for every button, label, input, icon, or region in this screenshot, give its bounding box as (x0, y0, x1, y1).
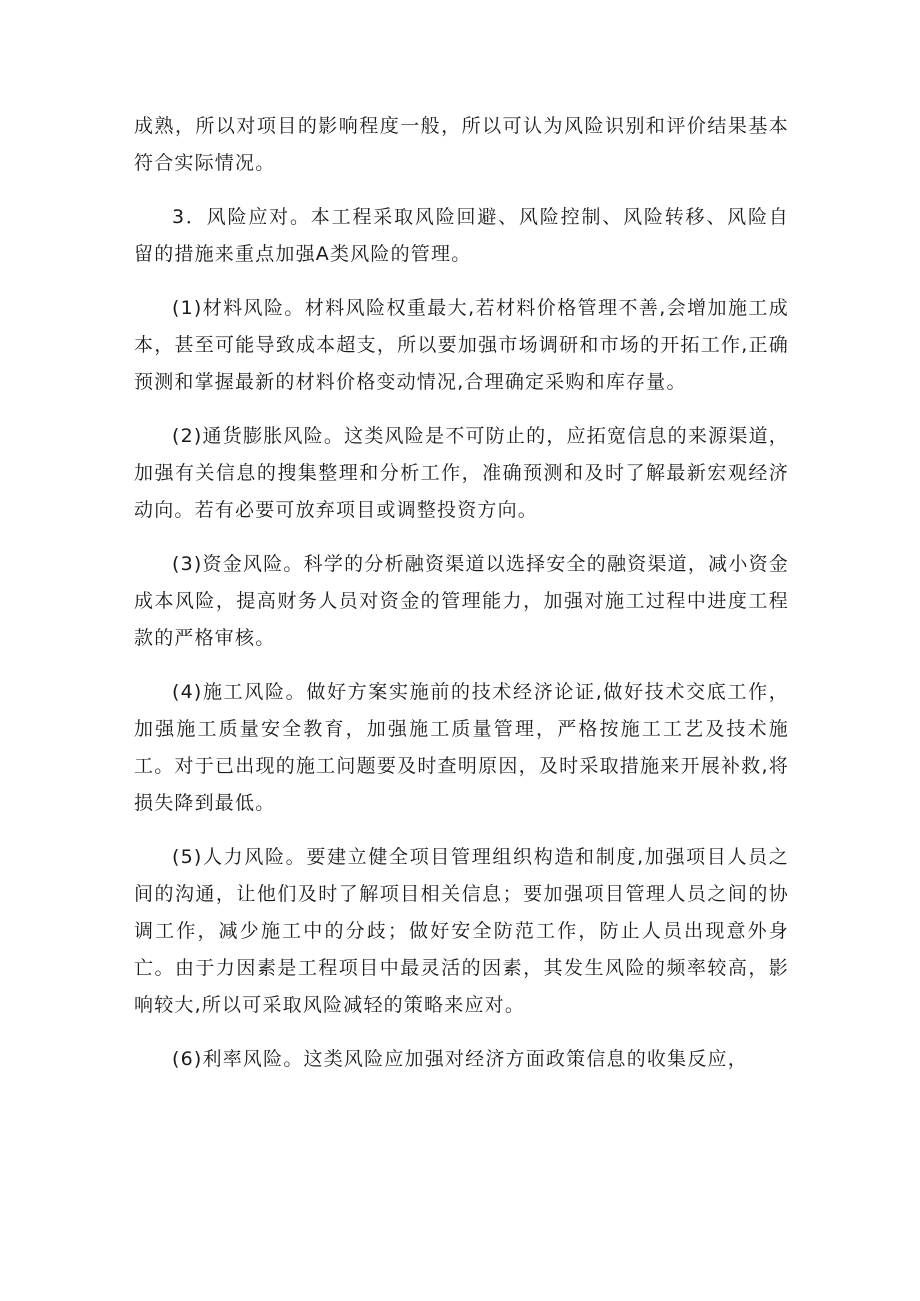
paragraph-manpower-risk: (5)人力风险。要建立健全项目管理组织构造和制度,加强项目人员之间的沟通，让他们及时了解项目相关信息；要加强项目管理人员之间的协调工作，减少施工中的分歧；做好安全防范工作，防止人员出现意外身亡。由于力因素是工程项目中最灵活的因素，其发生风险的频率较高，影响较大,所以可采取风险减轻的策略来应对。 (134, 846, 789, 1016)
paragraph-inflation-risk: (2)通货膨胀风险。这类风险是不可防止的，应拓宽信息的来源渠道，加强有关信息的搜集整理和分析工作，准确预测和及时了解最新宏观经济动向。若有必要可放弃项目或调整投资方向。 (134, 425, 789, 521)
document-body (134, 108, 789, 1095)
paragraph-risk-response: 3．风险应对。本工程采取风险回避、风险控制、风险转移、风险自留的措施来重点加强A类风险的管理。 (134, 206, 789, 265)
paragraph-construction-risk: (4)施工风险。做好方案实施前的技术经济论证,做好技术交底工作，加强施工质量安全教育，加强施工质量管理，严格按施工工艺及技术施工。对于已出现的施工问题要及时查明原因，及时采取措施来开展补救,将损失降到最低。 (134, 681, 789, 814)
paragraph-material-risk: (1)材料风险。材料风险权重最大,若材料价格管理不善,会增加施工成本，甚至可能导致成本超支，所以要加强市场调研和市场的开拓工作,正确预测和掌握最新的材料价格变动情况,合理确定采购和库存量。 (134, 297, 789, 393)
paragraph-interest-rate-risk: (6)利率风险。这类风险应加强对经济方面政策信息的收集反应， (172, 1048, 748, 1070)
paragraph-continued: 成熟，所以对项目的影响程度一般，所以可认为风险识别和评价结果基本符合实际情况。 (134, 115, 789, 174)
paragraph-capital-risk: (3)资金风险。科学的分析融资渠道以选择安全的融资渠道，减小资金成本风险，提高财务人员对资金的管理能力，加强对施工过程中进度工程款的严格审核。 (134, 553, 789, 649)
